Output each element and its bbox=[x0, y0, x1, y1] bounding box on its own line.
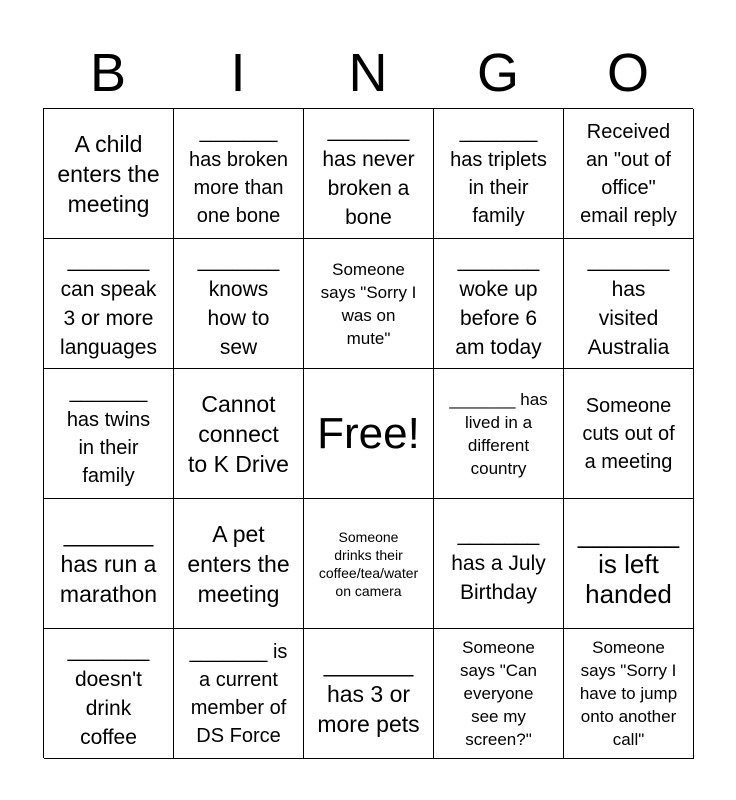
bingo-cell[interactable]: Received an "out of office" email reply bbox=[564, 109, 694, 239]
bingo-cell[interactable]: _______ has broken more than one bone bbox=[174, 109, 304, 239]
bingo-cell[interactable]: _______ woke up before 6 am today bbox=[434, 239, 564, 369]
bingo-cell[interactable]: A child enters the meeting bbox=[44, 109, 174, 239]
bingo-cell[interactable]: _______ has triplets in their family bbox=[434, 109, 564, 239]
header-letter-g: G bbox=[476, 43, 519, 103]
bingo-cell[interactable]: _______ has twins in their family bbox=[44, 369, 174, 499]
bingo-cell[interactable]: _______ has lived in a different country bbox=[434, 369, 564, 499]
bingo-cell[interactable]: _______ has never broken a bone bbox=[304, 109, 434, 239]
header-letter-b: B bbox=[89, 43, 127, 103]
bingo-cell[interactable]: _______ has run a marathon bbox=[44, 499, 174, 629]
bingo-cell[interactable]: A pet enters the meeting bbox=[174, 499, 304, 629]
bingo-cell[interactable]: Someone says "Can everyone see my screen?" bbox=[434, 629, 564, 759]
header-letter-o: O bbox=[606, 43, 649, 103]
bingo-cell[interactable]: Someone says "Sorry I was on mute" bbox=[304, 239, 434, 369]
header-letter-n: N bbox=[348, 43, 388, 103]
bingo-cell[interactable]: _______ doesn't drink coffee bbox=[44, 629, 174, 759]
free-space[interactable]: Free! bbox=[304, 369, 434, 499]
bingo-cell[interactable]: _______ can speak 3 or more languages bbox=[44, 239, 174, 369]
bingo-cell[interactable]: _______ has a July Birthday bbox=[434, 499, 564, 629]
bingo-cell[interactable]: _______ is a current member of DS Force bbox=[174, 629, 304, 759]
bingo-cell[interactable]: Cannot connect to K Drive bbox=[174, 369, 304, 499]
bingo-cell[interactable]: Someone says "Sorry I have to jump onto another call" bbox=[564, 629, 694, 759]
bingo-cell[interactable]: Someone cuts out of a meeting bbox=[564, 369, 694, 499]
header-letter-i: I bbox=[230, 43, 246, 103]
bingo-cell[interactable]: Someone drinks their coffee/tea/water on camera bbox=[304, 499, 434, 629]
bingo-cell[interactable]: _______ has 3 or more pets bbox=[304, 629, 434, 759]
bingo-board bbox=[43, 108, 693, 758]
bingo-header bbox=[43, 38, 693, 108]
bingo-cell[interactable]: _______ is left handed bbox=[564, 499, 694, 629]
bingo-cell[interactable]: _______ has visited Australia bbox=[564, 239, 694, 369]
bingo-cell[interactable]: _______ knows how to sew bbox=[174, 239, 304, 369]
